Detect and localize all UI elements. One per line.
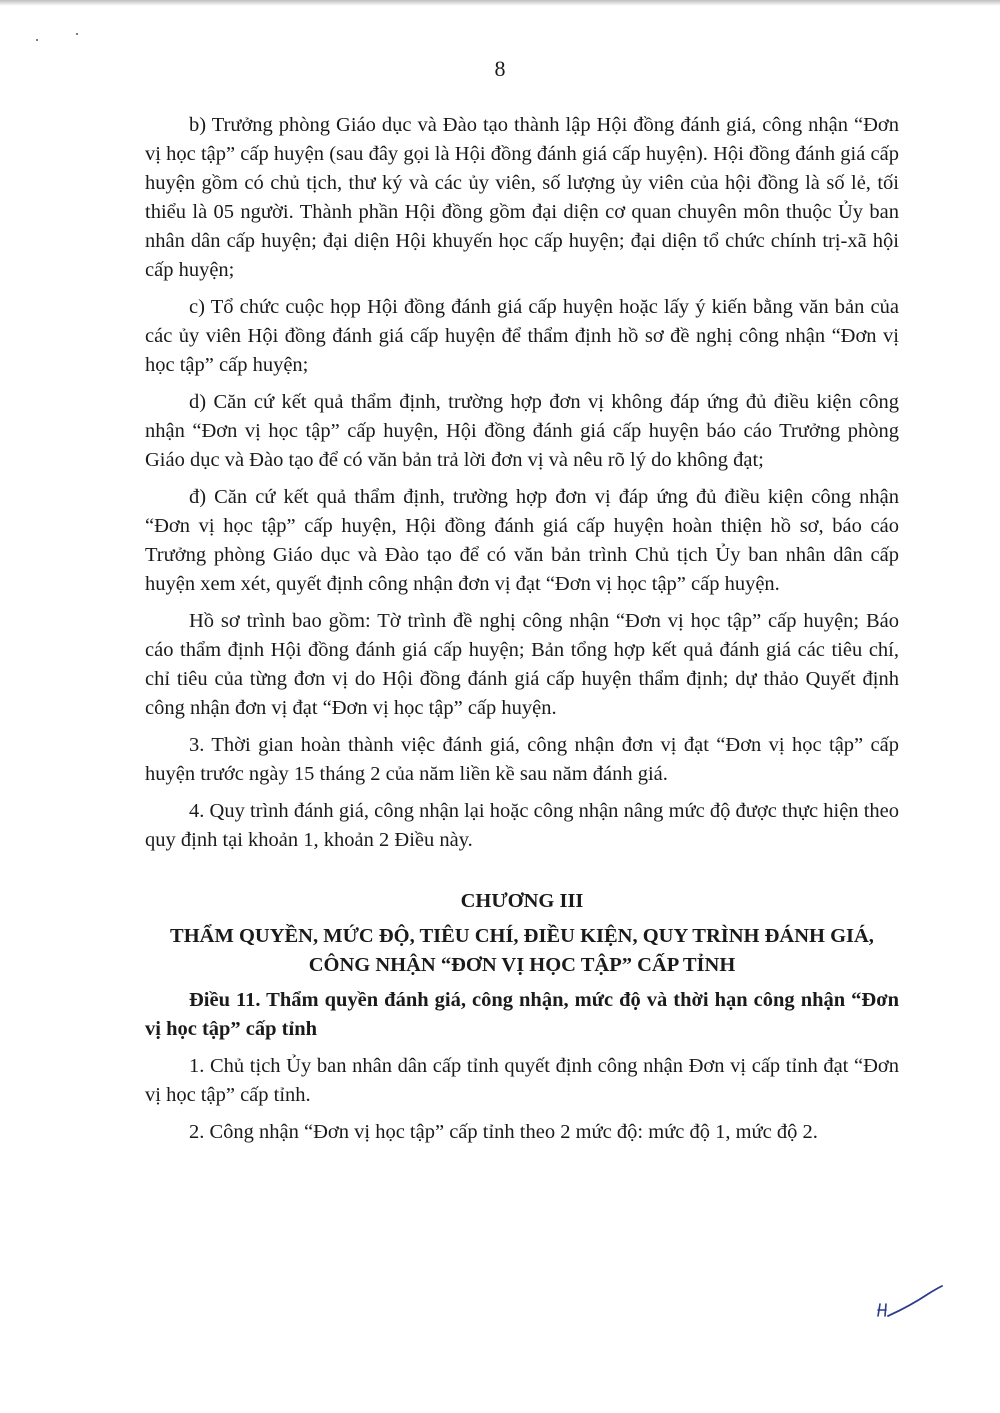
paragraph-dd: đ) Căn cứ kết quả thẩm định, trường hợp đơn vị đáp ứng đủ điều kiện công nhận “Đơn vị học tập” cấp huyện, Hội đồng đánh giá cấp huyện hoàn thiện hồ sơ, báo cáo Trưởng phòng Giáo dục và Đào tạo để có văn bản trình Chủ tịch Ủy ban nhân dân cấp huyện xem xét, quyết định công nhận đơn vị đạt “Đơn vị học tập” cấp huyện.: [145, 486, 899, 595]
handwritten-initials: [870, 1282, 960, 1332]
paragraph-b: b) Trưởng phòng Giáo dục và Đào tạo thành lập Hội đồng đánh giá, công nhận “Đơn vị học tập” cấp huyện (sau đây gọi là Hội đồng đánh giá cấp huyện). Hội đồng đánh giá cấp huyện gồm có chủ tịch, thư ký và các ủy viên, số lượng ủy viên của hội đồng là số lẻ, tối thiểu là 05 người. Thành phần Hội đồng gồm đại diện cơ quan chuyên môn thuộc Ủy ban nhân dân cấp huyện; đại diện Hội khuyến học cấp huyện; đại diện tổ chức chính trị-xã hội cấp huyện;: [145, 114, 899, 281]
paragraph-clause-3: 3. Thời gian hoàn thành việc đánh giá, công nhận đơn vị đạt “Đơn vị học tập” cấp huyện trước ngày 15 tháng 2 của năm liền kề sau năm đánh giá.: [145, 734, 899, 785]
article-paragraph-1: 1. Chủ tịch Ủy ban nhân dân cấp tỉnh quyết định công nhận Đơn vị cấp tỉnh đạt “Đơn vị học tập” cấp tỉnh.: [145, 1055, 899, 1106]
scan-top-edge: [0, 0, 1000, 6]
paragraph-c: c) Tổ chức cuộc họp Hội đồng đánh giá cấp huyện hoặc lấy ý kiến bằng văn bản của các ủy viên Hội đồng đánh giá cấp huyện để thẩm định hồ sơ đề nghị công nhận “Đơn vị học tập” cấp huyện;: [145, 296, 899, 376]
paragraph-d: d) Căn cứ kết quả thẩm định, trường hợp đơn vị không đáp ứng đủ điều kiện công nhận “Đơn vị học tập” cấp huyện, Hội đồng đánh giá cấp huyện báo cáo Trưởng phòng Giáo dục và Đào tạo để có văn bản trả lời đơn vị và nêu rõ lý do không đạt;: [145, 391, 899, 471]
paragraph-clause-4: 4. Quy trình đánh giá, công nhận lại hoặc công nhận nâng mức độ được thực hiện theo quy định tại khoản 1, khoản 2 Điều này.: [145, 800, 899, 851]
chapter-heading-block: [145, 887, 899, 980]
document-body: [145, 111, 899, 1155]
paragraph-dossier: Hồ sơ trình bao gồm: Tờ trình đề nghị công nhận “Đơn vị học tập” cấp huyện; Báo cáo thẩm định Hội đồng đánh giá cấp huyện; Bản tổng hợp kết quả đánh giá các tiêu chí, chỉ tiêu của từng đơn vị do Hội đồng đánh giá cấp huyện thẩm định; dự thảo Quyết định công nhận đơn vị đạt “Đơn vị học tập” cấp huyện.: [145, 610, 899, 719]
scan-speck: [76, 33, 78, 35]
page-number: 8: [494, 56, 506, 81]
article-paragraph-2: 2. Công nhận “Đơn vị học tập” cấp tỉnh theo 2 mức độ: mức độ 1, mức độ 2.: [189, 1121, 818, 1143]
article-heading: Điều 11. Thẩm quyền đánh giá, công nhận, mức độ và thời hạn công nhận “Đơn vị học tập” cấp tỉnh: [145, 989, 899, 1040]
scan-speck: [36, 39, 38, 41]
chapter-title: THẨM QUYỀN, MỨC ĐỘ, TIÊU CHÍ, ĐIỀU KIỆN, QUY TRÌNH ĐÁNH GIÁ, CÔNG NHẬN “ĐƠN VỊ HỌC TẬP” CẤP TỈNH: [170, 925, 874, 976]
chapter-label: CHƯƠNG III: [460, 890, 584, 912]
